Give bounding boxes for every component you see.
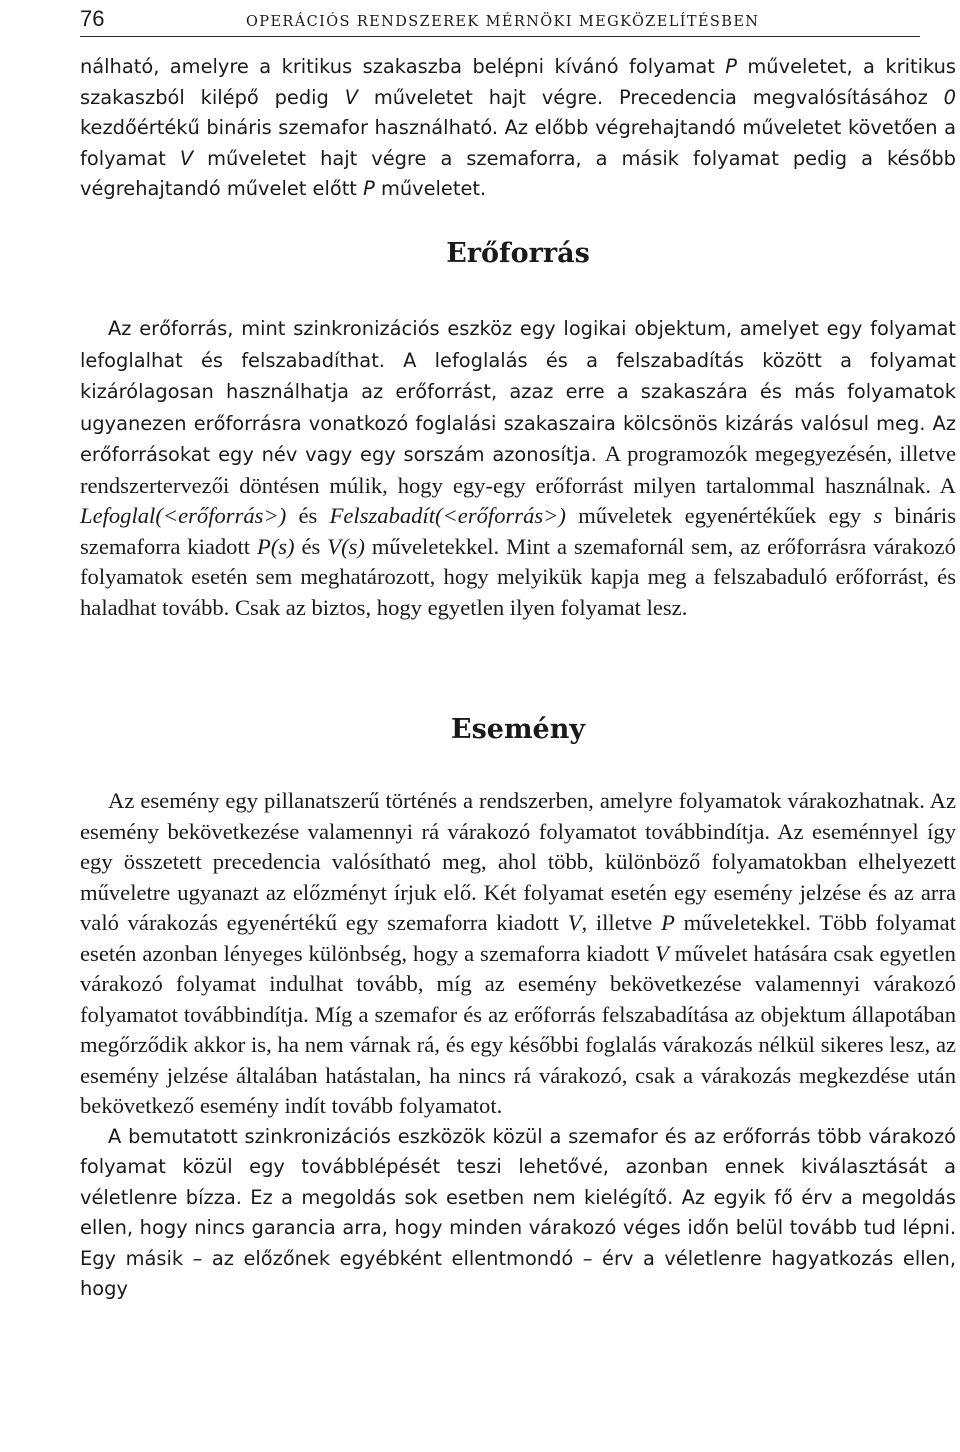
resource-definition-text: Az erőforrás, mint szinkronizációs eszköz egy logikai objektum, amelyet egy folyamat lefoglalhat és felszabadíthat. A lefoglalás és a felszabadítás között a folyamat kizárólagosan használhatja az erőforrást, azaz erre a szakaszára és más folyamatok ugyanezen erőforrásra vonatkozó foglalási szakaszaira kölcsönös kizárás valósul meg. Az erőforrásokat egy név vagy egy sorszám azonosítja. [80, 317, 956, 466]
text-segment: Az esemény egy pillanatszerű történés a rendszerben, amelyre folyamatok várakozhatnak. Az esemény bekövetkezése valamennyi rá várakozó folyamatot továbbindítja. Az eseménnyel így egy összetett precedencia valósítható meg, ahol több, különböző folyamatokban elhelyezett műveletre ugyanazt az előzményt írjuk elő. Két folyamat esetén egy esemény jelzése és az arra való várakozás egyenértékű egy szemaforra kiadott [80, 788, 956, 935]
text-segment: és [286, 503, 330, 528]
intro-paragraph-block [80, 52, 956, 205]
operation-felszabadit: Felszabadít(<erőforrás>) [329, 503, 566, 528]
text-segment: műveletet hajt végre a szemaforra, a másik folyamat pedig a később végrehajtandó művelet előtt [80, 146, 956, 200]
operation-v: V [567, 910, 582, 935]
operation-v-s: V(s) [327, 533, 365, 559]
text-segment: kezdőértékű bináris szemafor használható. Az előbb végrehajtandó műveletet követően a folyamat [80, 116, 956, 170]
operation-p-s: P(s) [256, 533, 295, 559]
initial-value: 0 [943, 85, 956, 109]
operation-p: P [661, 910, 675, 935]
text-segment: bináris szemaforra kiadott [80, 503, 956, 559]
event-paragraph-2: A bemutatott szinkronizációs eszközök közül a szemafor és az erőforrás több várakozó folyamat közül egy továbblépését teszi lehetővé, azonban ennek kiválasztását a véletlenre bízza. Ez a megoldás sok esetben nem kielégítő. Az egyik fő érv a megoldás ellen, hogy nincs garancia arra, hogy minden várakozó véges időn belül tovább tud lépni. Egy másik – az előzőnek egyébként ellentmondó – érv a véletlenre hagyatkozás ellen, hogy [80, 1124, 956, 1300]
running-title: OPERÁCIÓS RENDSZEREK MÉRNÖKI MEGKÖZELÍTÉSBEN [246, 14, 760, 30]
text-segment: és [294, 533, 328, 559]
text-segment: A programozók megegyezésén, illetve rendszertervezői döntésen múlik, hogy egy-egy erőforrást milyen tartalommal használnak. A [80, 441, 956, 498]
resource-paragraph [80, 313, 956, 623]
semaphore-variable: s [873, 503, 883, 528]
text-segment: művelet hatására csak egyetlen várakozó folyamat indulhat tovább, míg az esemény bekövetkezése valamennyi várakozó folyamatot továbbindítja. Míg a szemafor és az erőforrás felszabadítása az objektum állapotában megőrződik akkor is, ha nem várnak rá, és egy későbbi foglalás várakozás nélkül sikeres lesz, az esemény jelzése általában hatástalan, ha nincs rá várakozó, csak a várakozás megkezdése után bekövetkező esemény indít tovább folyamatot. [80, 940, 956, 1118]
operation-v: V [344, 85, 358, 109]
event-paragraph-block [80, 786, 956, 1305]
text-segment: műveletek egyenértékűek egy [565, 503, 874, 528]
operation-v: V [179, 146, 194, 170]
section-heading-resource: Erőforrás [446, 238, 590, 269]
operation-v: V [655, 940, 669, 966]
operation-p: P [725, 55, 737, 78]
text-segment: , illetve [581, 910, 662, 935]
event-paragraph-1 [80, 786, 956, 1122]
section-heading-event: Esemény [450, 714, 586, 745]
resource-paragraph-block [80, 313, 956, 623]
operation-p: P [363, 177, 375, 200]
text-segment: műveletet. [374, 177, 487, 200]
intro-paragraph [80, 52, 956, 205]
page-number: 76 [80, 6, 105, 31]
operation-lefoglal: Lefoglal(<erőforrás>) [80, 503, 287, 528]
text-segment: műveletekkel. Több folyamat esetén azonban lényeges különbség, hogy a szemaforra kiadott [80, 910, 956, 966]
text-segment: műveletet hajt végre. Precedencia megvalósításához [357, 85, 944, 109]
running-header [80, 6, 920, 37]
text-segment: műveletekkel. Mint a szemafornál sem, az erőforrásra várakozó folyamatok esetén sem meghatározott, hogy melyikük kapja meg a felszabaduló erőforrást, és haladhat tovább. Csak az biztos, hogy egyetlen ilyen folyamat lesz. [80, 533, 956, 620]
text-segment: nálható, amelyre a kritikus szakaszba belépni kívánó folyamat [80, 55, 726, 78]
text-segment: műveletet, a kritikus szakaszból kilépő pedig [80, 55, 956, 109]
